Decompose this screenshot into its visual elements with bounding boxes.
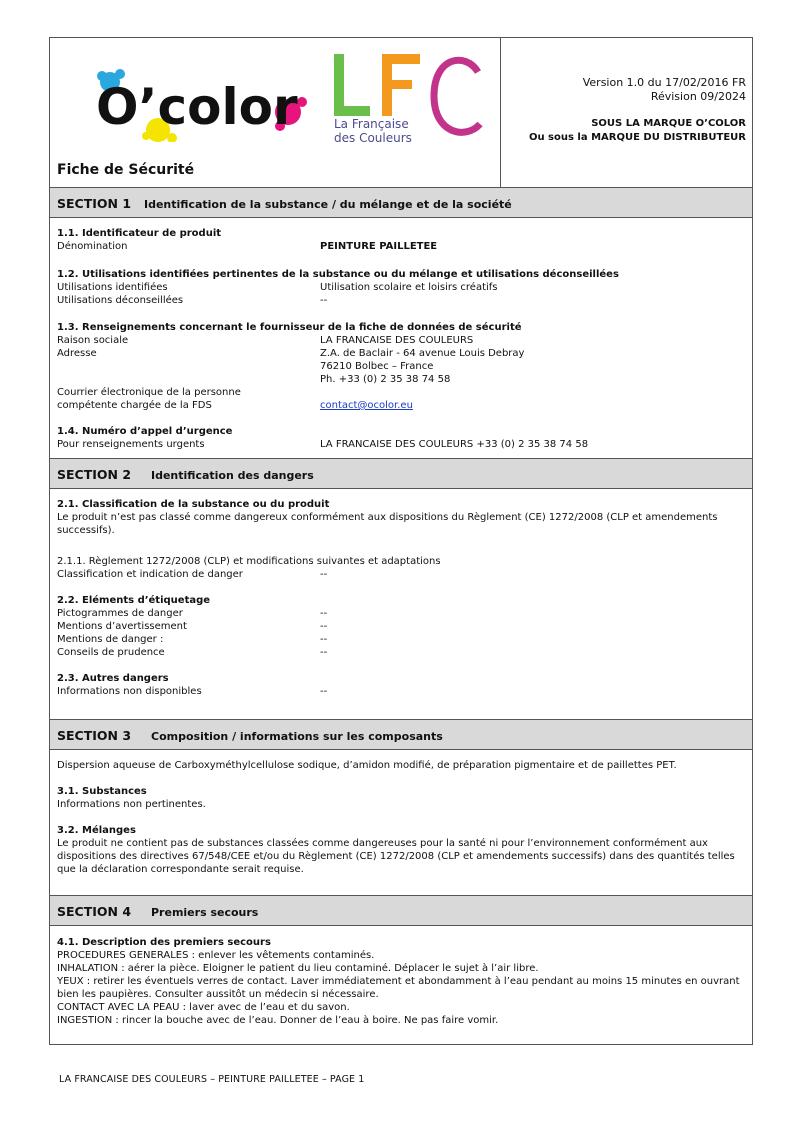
conseils-value: --: [320, 647, 328, 658]
marque-line-2: Ou sous la MARQUE DU DISTRIBUTEUR: [528, 132, 746, 143]
urgent-value: LA FRANCAISE DES COULEURS +33 (0) 2 35 38 74 58: [320, 439, 589, 450]
revision-text: Révision 09/2024: [650, 90, 746, 103]
contact-email-link[interactable]: contact@ocolor.eu: [320, 400, 413, 411]
first-aid-ingestion: INGESTION : rincer la bouche avec de l’eau. Donner de l’eau à boire. Ne pas faire vomir.: [57, 1015, 499, 1026]
pictogrammes-label: Pictogrammes de danger: [57, 608, 183, 619]
classification-label: Classification et indication de danger: [57, 569, 243, 580]
autres-dangers-value: --: [320, 686, 328, 697]
classification-value: --: [320, 569, 328, 580]
uses-value: Utilisation scolaire et loisirs créatifs: [320, 282, 498, 293]
regulation-line: 2.1.1. Règlement 1272/2008 (CLP) et modifications suivantes et adaptations: [57, 556, 441, 567]
heading-3-2: 3.2. Mélanges: [57, 825, 136, 836]
section-1-number: SECTION 1: [57, 196, 132, 211]
heading-2-1: 2.1. Classification de la substance ou du produit: [57, 499, 330, 510]
section-3-header: [50, 719, 752, 750]
avertissement-label: Mentions d’avertissement: [57, 621, 187, 632]
first-aid-inhalation: INHALATION : aérer la pièce. Eloigner le patient du lieu contaminé. Déplacer le sujet à l’air libre.: [57, 963, 539, 974]
adresse-line-1: Z.A. de Baclair - 64 avenue Louis Debray: [320, 348, 525, 359]
section-3-title: Composition / informations sur les composants: [151, 730, 443, 743]
section-4-header: [50, 895, 752, 926]
composition-intro: Dispersion aqueuse de Carboxyméthylcellulose sodique, d’amidon modifié, de préparation pigmentaire et de paillettes PET.: [57, 760, 677, 771]
denomination-label: Dénomination: [57, 241, 128, 252]
adresse-line-3: Ph. +33 (0) 2 35 38 74 58: [320, 374, 451, 385]
paragraph-3-2: Le produit ne contient pas de substances classées comme dangereuses pour la santé ni pour l’environnement conformément aux dispositions des directives 67/548/CEE et/ou du Règlement (CE) 1272/2008 (CLP et amendements successifs) dans des quantités telles que la déclaration correspondante serait requise.: [57, 838, 735, 875]
denomination-value: PEINTURE PAILLETEE: [320, 241, 438, 252]
version-text: Version 1.0 du 17/02/2016 FR: [582, 76, 746, 89]
mentions-danger-value: --: [320, 634, 328, 645]
adresse-label: Adresse: [57, 348, 97, 359]
first-aid-skin: CONTACT AVEC LA PEAU : laver avec de l’eau et du savon.: [57, 1002, 350, 1013]
first-aid-general: PROCEDURES GENERALES : enlever les vêtements contaminés.: [57, 950, 375, 961]
document-frame: [49, 37, 753, 1045]
section-4-title: Premiers secours: [151, 906, 259, 919]
uses-label: Utilisations identifiées: [57, 282, 168, 293]
section-3-number: SECTION 3: [57, 728, 132, 743]
section-2-number: SECTION 2: [57, 467, 132, 482]
section-4-number: SECTION 4: [57, 904, 132, 919]
header-info: [529, 76, 746, 145]
courrier-label-1: Courrier électronique de la personne: [57, 387, 241, 398]
urgent-label: Pour renseignements urgents: [57, 439, 205, 450]
pictogrammes-value: --: [320, 608, 328, 619]
heading-1-3: 1.3. Renseignements concernant le fournisseur de la fiche de données de sécurité: [57, 322, 522, 333]
heading-3-1: 3.1. Substances: [57, 786, 147, 797]
avertissement-value: --: [320, 621, 328, 632]
header-divider: [500, 38, 501, 187]
ocolor-logo-text: O’color: [96, 78, 298, 136]
document-title: Fiche de Sécurité: [57, 162, 195, 178]
section-1-title: Identification de la substance / du mélange et de la société: [144, 198, 512, 211]
raison-value: LA FRANCAISE DES COULEURS: [320, 335, 474, 346]
section-2-title: Identification des dangers: [151, 469, 314, 482]
paragraph-3-1: Informations non pertinentes.: [57, 799, 206, 810]
autres-dangers-label: Informations non disponibles: [57, 686, 202, 697]
lfc-logo-line2: des Couleurs: [334, 131, 412, 145]
section-1-header: [50, 187, 752, 218]
heading-1-4: 1.4. Numéro d’appel d’urgence: [57, 426, 233, 437]
page-footer: LA FRANCAISE DES COULEURS – PEINTURE PAILLETEE – PAGE 1: [59, 1074, 365, 1085]
bad-uses-label: Utilisations déconseillées: [57, 295, 184, 306]
marque-line-1: SOUS LA MARQUE O’COLOR: [591, 118, 746, 129]
first-aid-eyes: YEUX : retirer les éventuels verres de contact. Laver immédiatement et abondamment à l’eau pendant au moins 15 minutes en ouvrant bien les paupières. Consulter aussitôt un médecin si nécessaire.: [57, 976, 740, 1000]
ocolor-logo: [88, 52, 308, 142]
heading-2-2: 2.2. Eléments d’étiquetage: [57, 595, 211, 606]
conseils-label: Conseils de prudence: [57, 647, 165, 658]
courrier-label-2: compétente chargée de la FDS: [57, 400, 212, 411]
mentions-danger-label: Mentions de danger :: [57, 634, 164, 645]
paragraph-2-1: Le produit n’est pas classé comme dangereux conformément aux dispositions du Règlement (CE) 1272/2008 (CLP et amendements successifs).: [57, 512, 718, 536]
section-2-header: [50, 458, 752, 489]
adresse-line-2: 76210 Bolbec – France: [320, 361, 434, 372]
heading-1-2: 1.2. Utilisations identifiées pertinentes de la substance ou du mélange et utilisations déconseillées: [57, 269, 619, 280]
raison-label: Raison sociale: [57, 335, 129, 346]
bad-uses-value: --: [320, 295, 328, 306]
heading-2-3: 2.3. Autres dangers: [57, 673, 169, 684]
document-header: [50, 38, 752, 188]
lfc-logo-line1: La Française: [334, 117, 409, 131]
heading-1-1: 1.1. Identificateur de produit: [57, 228, 222, 239]
lfc-logo: [330, 50, 490, 150]
heading-4-1: 4.1. Description des premiers secours: [57, 937, 271, 948]
